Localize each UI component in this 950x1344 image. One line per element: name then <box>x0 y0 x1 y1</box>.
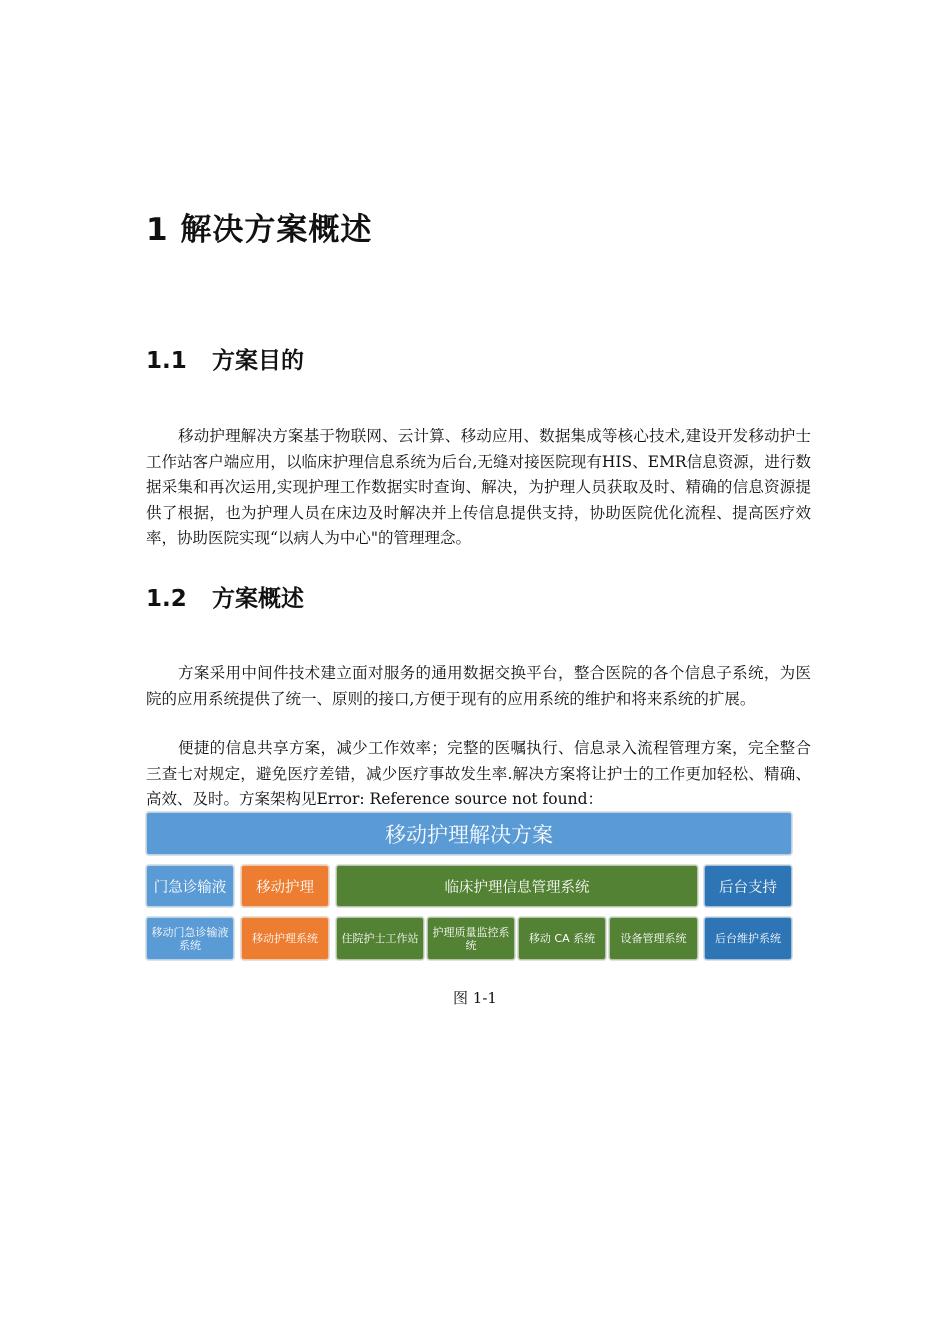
module-box-mobile-nursing-system: 移动护理系统 <box>241 917 329 960</box>
module-box-mobile-ca-system: 移动 CA 系统 <box>518 917 606 960</box>
figure-caption: 图 1-1 <box>453 989 497 1007</box>
module-box-outpatient-infusion-system: 移动门急诊输液系统 <box>146 917 234 960</box>
section-number: 1.1 <box>146 348 187 374</box>
section-number: 1.2 <box>146 586 187 612</box>
section-heading-purpose <box>146 342 304 375</box>
diagram-title-box: 移动护理解决方案 <box>146 812 792 855</box>
module-box-backend-maintenance-system: 后台维护系统 <box>704 917 792 960</box>
module-box-inpatient-nurse-station: 住院护士工作站 <box>336 917 424 960</box>
category-box-mobile-nursing: 移动护理 <box>241 865 329 907</box>
category-box-outpatient-infusion: 门急诊输液 <box>146 865 234 907</box>
module-box-device-management-system: 设备管理系统 <box>609 917 698 960</box>
architecture-diagram <box>146 812 794 964</box>
section-heading-overview <box>146 580 304 613</box>
module-box-quality-monitoring-system: 护理质量监控系统 <box>427 917 515 960</box>
section-title: 方案概述 <box>212 586 304 612</box>
purpose-paragraph: 移动护理解决方案基于物联网、云计算、移动应用、数据集成等核心技术,建设开发移动护士工作站客户端应用，以临床护理信息系统为后台,无缝对接医院现有HIS、EMR信息资源，进行数据采集和再次运用,实现护理工作数据实时查询、解决，为护理人员获取及时、精确的信息资源提供了根据，也为护理人员在床边及时解决并上传信息提供支持，协助医院优化流程、提高医疗效率，协助医院实现“以病人为中心"的管理理念。 <box>146 427 811 547</box>
section-title: 方案目的 <box>212 348 304 374</box>
overview-paragraph-2: 便捷的信息共享方案，减少工作效率；完整的医嘱执行、信息录入流程管理方案，完全整合三查七对规定，避免医疗差错，减少医疗事故发生率.解决方案将让护士的工作更加轻松、精确、高效、及时。方案架构见Error: Reference source not found： <box>146 739 811 808</box>
category-box-clinical-nursing-system: 临床护理信息管理系统 <box>336 865 698 907</box>
category-box-backend-support: 后台支持 <box>704 865 792 907</box>
overview-paragraph-1: 方案采用中间件技术建立面对服务的通用数据交换平台，整合医院的各个信息子系统，为医院的应用系统提供了统一、原则的接口,方便于现有的应用系统的维护和将来系统的扩展。 <box>146 664 811 708</box>
chapter-heading: 1 解决方案概述 <box>146 212 373 248</box>
